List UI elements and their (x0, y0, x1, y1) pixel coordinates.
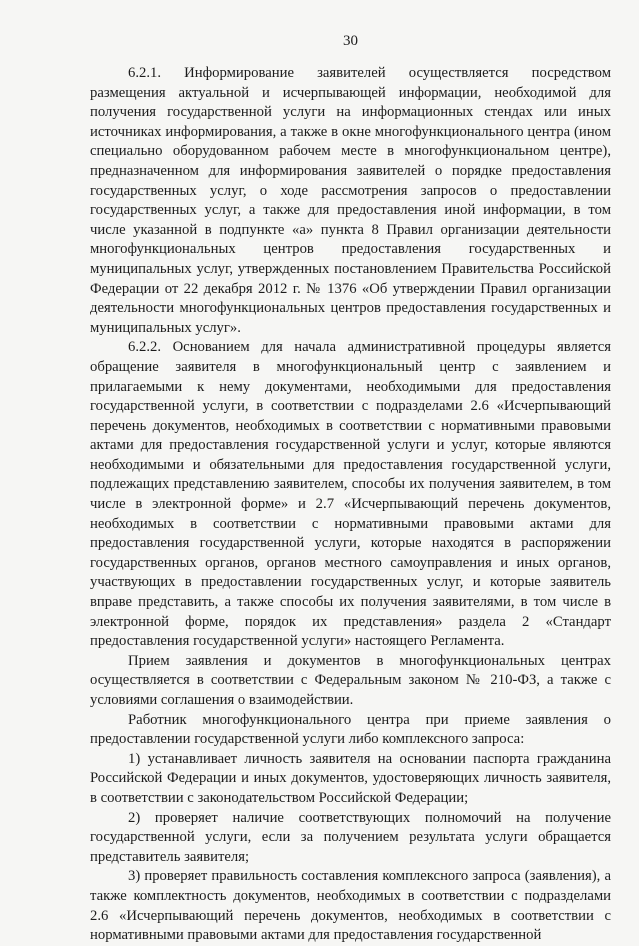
list-item-1: 1) устанавливает личность заявителя на основании паспорта гражданина Российской Федерации и иных документов, удостоверяющих личность заявителя, в соответствии с законодательством Российской Федерации; (90, 750, 611, 806)
paragraph-6-2-2: 6.2.2. Основанием для начала административной процедуры является обращение заявителя в многофункциональный центр с заявлением и прилагаемыми к нему документами, необходимыми для предоставления государственной услуги, в соответствии с подразделами 2.6 «Исчерпывающий перечень документов, необходимых в соответствии с нормативными правовыми актами для предоставления государственной услуги и услуг, которые являются необходимыми и обязательными для предоставления государственной услуги, подлежащих представлению заявителем, способы их получения заявителем, в том числе в электронной форме» и 2.7 «Исчерпывающий перечень документов, необходимых в соответствии с нормативными правовыми актами для предоставления государственной услуги, которые находятся в распоряжении государственных органов, органов местного самоуправления и иных органов, участвующих в предоставлении государственных услуг, и которые заявитель вправе представить, а также способы их получения заявителями, в том числе в электронной форме, порядок их представления» раздела 2 «Стандарт предоставления государственной услуги» настоящего Регламента. (90, 339, 611, 650)
document-body (90, 64, 611, 946)
page-number: 30 (343, 33, 358, 49)
list-item-2: 2) проверяет наличие соответствующих полномочий на получение государственной услуги, если за получением результата услуги обращается представитель заявителя; (90, 809, 611, 865)
paragraph-worker-duties: Работник многофункционального центра при приеме заявления о предоставлении государственной услуги либо комплексного запроса: (90, 711, 611, 748)
paragraph-reception: Прием заявления и документов в многофункциональных центрах осуществляется в соответствии с Федеральным законом № 210-ФЗ, а также с условиями соглашения о взаимодействии. (90, 652, 611, 708)
list-item-3: 3) проверяет правильность составления комплексного запроса (заявления), а также комплектность документов, необходимых в соответствии с подразделами 2.6 «Исчерпывающий перечень документов, необходимых в соответствии с нормативными правовыми актами для предоставления государственной (90, 868, 611, 944)
paragraph-6-2-1: 6.2.1. Информирование заявителей осуществляется посредством размещения актуальной и исчерпывающей информации, необходимой для получения государственной услуги на информационных стендах или иных источниках информирования, а также в окне многофункционального центра (ином специально оборудованном рабочем месте в многофункциональном центре), предназначенном для информирования заявителей о порядке предоставления государственных услуг, о ходе рассмотрения запросов о предоставлении государственных услуг, а также для предоставления иной информации, в том числе указанной в подпункте «а» пункта 8 Правил организации деятельности многофункциональных центров предоставления государственных и муниципальных услуг, утвержденных постановлением Правительства Российской Федерации от 22 декабря 2012 г. № 1376 «Об утверждении Правил организации деятельности многофункциональных центров предоставления государственных и муниципальных услуг». (90, 65, 611, 336)
